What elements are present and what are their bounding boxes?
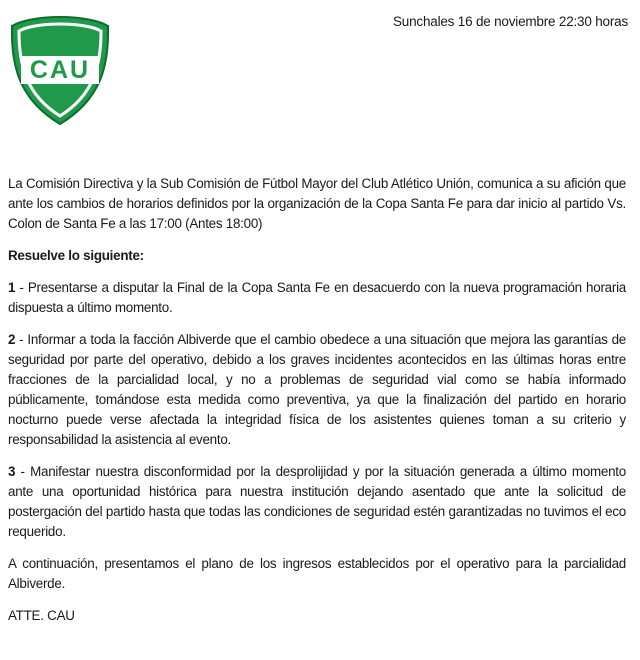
point-number: 1 <box>8 280 16 295</box>
shield-icon <box>8 14 112 128</box>
logo-text: CAU <box>29 56 91 84</box>
point-1: 1 - Presentarse a disputar la Final de la Copa Santa Fe en desacuerdo con la nueva programación horaria dispuesta a último momento. <box>8 280 626 315</box>
document-body <box>8 174 626 638</box>
intro-paragraph: La Comisión Directiva y la Sub Comisión de Fútbol Mayor del Club Atlético Unión, comunica a su afición que ante los cambios de horarios definidos por la organización de la Copa Santa Fe para dar inicio al partido Vs. Colon de Santa Fe a las 17:00 (Antes 18:00) <box>8 176 626 231</box>
club-crest-logo <box>8 14 112 128</box>
point-number: 3 <box>8 464 16 479</box>
resolves-heading: Resuelve lo siguiente: <box>8 248 144 263</box>
point-3: 3 - Manifestar nuestra disconformidad por la desprolijidad y por la situación generada a último momento ante una oportunidad histórica para nuestra institución dejando asentado que ante la solicitud de postergación del partido hasta que todas las condiciones de seguridad estén garantizadas no tuvimos el eco requerido. <box>8 464 626 539</box>
point-text: Manifestar nuestra disconformidad por la desprolijidad y por la situación generada a último momento ante una oportunidad histórica para nuestra institución dejando asentado que ante la solicitud de postergación del partido hasta que todas las condiciones de seguridad estén garantizadas no tuvimos el eco requerido. <box>8 464 626 539</box>
signature: ATTE. CAU <box>8 608 75 623</box>
point-2: 2 - Informar a toda la facción Albiverde que el cambio obedece a una situación que mejora las garantías de seguridad por parte del operativo, debido a los graves incidentes acontecidos en las últimas horas entre fracciones de la parcialidad local, y no a problemas de seguridad vial como se había informado públicamente, tomándose esta medida como preventiva, ya que la finalización del partido en horario nocturno puede verse afectada la integridad física de los asistentes quienes toman a su criterio y responsabilidad la asistencia al evento. <box>8 332 626 447</box>
dateline: Sunchales 16 de noviembre 22:30 horas <box>392 14 628 29</box>
closing-paragraph: A continuación, presentamos el plano de los ingresos establecidos por el operativo para la parcialidad Albiverde. <box>8 556 626 591</box>
point-text: Informar a toda la facción Albiverde que el cambio obedece a una situación que mejora las garantías de seguridad por parte del operativo, debido a los graves incidentes acontecidos en las últimas horas entre fracciones de la parcialidad local, y no a problemas de seguridad vial como se había informado públicamente, tomándose esta medida como preventiva, ya que la finalización del partido en horario nocturno puede verse afectada la integridad física de los asistentes quienes toman a su criterio y responsabilidad la asistencia al evento. <box>8 332 626 447</box>
point-number: 2 <box>8 332 16 347</box>
point-text: Presentarse a disputar la Final de la Copa Santa Fe en desacuerdo con la nueva programación horaria dispuesta a último momento. <box>8 280 626 315</box>
